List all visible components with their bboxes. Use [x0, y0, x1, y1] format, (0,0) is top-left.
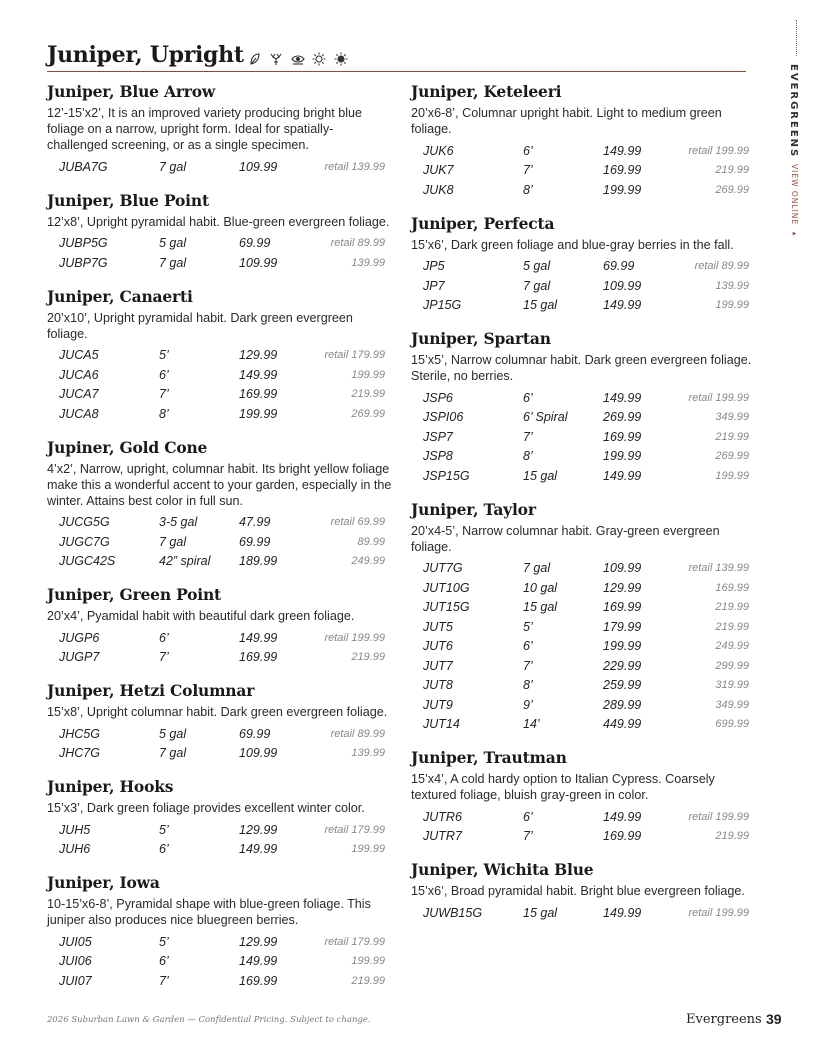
price-row [59, 404, 392, 424]
product-description: 20’x4-5’, Narrow columnar habit. Gray-green evergreen foliage. [411, 523, 720, 554]
price-row-size: 7’ [159, 973, 169, 988]
price-row-price: 269.99 [603, 410, 642, 425]
right-column [411, 82, 761, 937]
price-row-size: 6’ [523, 390, 533, 405]
price-row-size: 5 gal [159, 726, 187, 741]
side-tab-dots [796, 20, 797, 56]
price-row-retail: 249.99 [351, 555, 385, 568]
price-row [423, 676, 761, 696]
price-row-size: 9’ [523, 697, 533, 712]
price-row-retail: retail 199.99 [688, 906, 749, 919]
price-row-retail: 219.99 [715, 601, 749, 614]
price-row [423, 180, 761, 200]
price-row-price: 199.99 [239, 406, 278, 421]
price-row-retail: retail 199.99 [688, 144, 749, 157]
price-row-retail: retail 199.99 [324, 631, 385, 644]
product-description: 4’x2’, Narrow, upright, columnar habit. Its bright yellow foliage make this a wonderful accent to your garden, especially in the winter. Attains best color in full sun. [47, 461, 392, 508]
leaf-icon [248, 52, 262, 66]
price-row-sku: JUH6 [59, 842, 91, 857]
price-row-size: 6’ [523, 809, 533, 824]
price-row [423, 598, 761, 618]
price-row [423, 388, 761, 408]
footer-disclaimer: 2026 Suburban Lawn & Garden — Confidential Pricing. Subject to change. [47, 1015, 371, 1025]
product-name: Juniper, Hetzi Columnar [47, 681, 255, 700]
price-row-price: 109.99 [239, 159, 278, 174]
price-row-retail: 249.99 [715, 640, 749, 653]
price-row-retail: 199.99 [351, 955, 385, 968]
price-row [423, 827, 761, 847]
price-row-sku: JSP7 [423, 429, 453, 444]
price-row-sku: JP15G [423, 298, 462, 313]
title-divider [47, 71, 746, 72]
price-row [423, 447, 761, 467]
product-description: 15’x6’, Dark green foliage and blue-gray berries in the fall. [411, 237, 734, 252]
price-row-price: 169.99 [603, 829, 642, 844]
price-row-retail: 169.99 [715, 581, 749, 594]
price-table [411, 141, 761, 200]
price-row [423, 408, 761, 428]
price-row-sku: JUTR6 [423, 809, 462, 824]
product-name: Juniper, Canaerti [47, 286, 193, 306]
price-row-price: 169.99 [603, 600, 642, 615]
price-row-price: 109.99 [603, 278, 642, 293]
product-name: Juniper, Keteleeri [411, 82, 562, 101]
price-row-size: 7’ [159, 650, 169, 665]
part-shade-icon [334, 52, 348, 66]
price-row-price: 129.99 [603, 580, 642, 595]
price-row-retail: retail 89.99 [330, 727, 385, 740]
price-row-price: 149.99 [603, 298, 642, 313]
price-row-retail: 349.99 [715, 698, 749, 711]
price-row [423, 257, 761, 277]
plant-attribute-icons [248, 50, 351, 68]
product-block [411, 329, 761, 486]
product-name: Juniper, Perfecta [411, 213, 555, 233]
price-row-price: 259.99 [603, 678, 642, 693]
price-row-retail: 269.99 [351, 407, 385, 420]
price-row-sku: JHC5G [59, 726, 100, 741]
price-row-price: 169.99 [239, 387, 278, 402]
price-row-sku: JUT10G [423, 580, 470, 595]
product-block [47, 287, 392, 424]
price-row-size: 10 gal [523, 580, 558, 595]
price-row-sku: JUT15G [423, 600, 470, 615]
price-row-sku: JUT7 [423, 658, 453, 673]
product-block [47, 585, 392, 667]
price-row-price: 229.99 [603, 658, 642, 673]
product-name: Juniper, Blue Arrow [47, 82, 216, 101]
price-row-price: 149.99 [239, 954, 278, 969]
price-table [47, 724, 392, 763]
price-table [411, 559, 761, 735]
price-row-price: 149.99 [239, 367, 278, 382]
price-row-size: 5’ [523, 619, 533, 634]
price-row-sku: JUCA6 [59, 367, 99, 382]
price-row-sku: JUBP5G [59, 236, 108, 251]
product-block [47, 82, 392, 177]
price-row-size: 7 gal [523, 561, 551, 576]
product-block [411, 82, 761, 200]
product-block [411, 214, 761, 316]
price-row-sku: JUBP7G [59, 255, 108, 270]
price-row-retail: 349.99 [715, 411, 749, 424]
price-table [47, 346, 392, 424]
price-row-retail: retail 179.99 [324, 935, 385, 948]
footer-section-name: Evergreens [686, 1012, 762, 1027]
page-title: Juniper, Upright [47, 42, 244, 68]
price-row-size: 3-5 gal [159, 515, 198, 530]
price-row-sku: JUGP6 [59, 630, 100, 645]
price-row-retail: 299.99 [715, 659, 749, 672]
product-description: 15’x3’, Dark green foliage provides excellent winter color. [47, 801, 365, 815]
product-block [47, 777, 392, 859]
price-row-price: 169.99 [603, 429, 642, 444]
price-row-price: 149.99 [603, 390, 642, 405]
price-row-price: 149.99 [603, 468, 642, 483]
price-row-sku: JSP8 [423, 449, 453, 464]
product-name: Juniper, Hooks [47, 777, 174, 796]
price-row-size: 7 gal [159, 746, 187, 761]
product-name: Jupiner, Gold Cone [47, 437, 208, 457]
price-row-price: 189.99 [239, 554, 278, 569]
price-row-retail: retail 69.99 [330, 516, 385, 529]
price-row-size: 7 gal [159, 255, 187, 270]
price-row-size: 8’ [523, 449, 533, 464]
price-row-retail: 219.99 [351, 651, 385, 664]
price-row-price: 169.99 [239, 973, 278, 988]
price-row-size: 14’ [523, 717, 540, 732]
price-row-size: 8’ [523, 182, 533, 197]
price-row-sku: JUWB15G [423, 905, 483, 920]
price-row [423, 656, 761, 676]
price-row-size: 5 gal [523, 259, 551, 274]
price-row-price: 69.99 [603, 259, 635, 274]
product-description: 15’x8’, Upright columnar habit. Dark green evergreen foliage. [47, 705, 388, 719]
price-row-retail: 199.99 [351, 368, 385, 381]
price-row [423, 715, 761, 735]
price-row [59, 385, 392, 405]
price-row [423, 695, 761, 715]
price-row-retail: retail 89.99 [330, 237, 385, 250]
price-row [423, 276, 761, 296]
price-row-price: 129.99 [239, 348, 278, 363]
view-online-link[interactable]: VIEW ONLINE ▸ [790, 164, 799, 239]
price-row-price: 109.99 [239, 255, 278, 270]
price-row-size: 15 gal [523, 905, 558, 920]
price-row [423, 141, 761, 161]
product-name: Juniper, Trautman [411, 748, 567, 767]
price-row-sku: JUI05 [59, 934, 92, 949]
price-row-price: 69.99 [239, 236, 271, 251]
product-description: 12’-15’x2’, It is an improved variety producing bright blue foliage on a narrow, upright form. Ideal for spatially-challenged screening, or as a single specimen. [47, 106, 363, 152]
price-row [59, 648, 392, 668]
price-table [411, 903, 761, 923]
price-row-price: 149.99 [603, 905, 642, 920]
price-row-price: 149.99 [603, 143, 642, 158]
product-block [47, 681, 392, 763]
price-row-sku: JSP15G [423, 468, 470, 483]
price-row-price: 47.99 [239, 515, 271, 530]
side-tab-section-label: EVERGREENS [788, 64, 799, 159]
price-row [59, 253, 392, 273]
price-row-size: 7’ [523, 658, 533, 673]
price-row [59, 952, 392, 972]
price-row-price: 69.99 [239, 726, 271, 741]
price-row [59, 628, 392, 648]
price-row-price: 199.99 [603, 182, 642, 197]
price-row-retail: 219.99 [715, 430, 749, 443]
price-row-sku: JUT9 [423, 697, 453, 712]
price-row [59, 234, 392, 254]
price-row-sku: JUCG5G [59, 515, 110, 530]
price-row [59, 513, 392, 533]
product-description: 15’x5’, Narrow columnar habit. Dark green evergreen foliage. Sterile, no berries. [411, 353, 752, 383]
price-row-size: 15 gal [523, 600, 558, 615]
deer-icon [269, 52, 283, 66]
price-row [59, 724, 392, 744]
price-row-sku: JUT8 [423, 678, 453, 693]
price-row [423, 466, 761, 486]
price-row-retail: 199.99 [715, 469, 749, 482]
price-row-price: 109.99 [239, 746, 278, 761]
hand-eye-icon [291, 52, 305, 66]
product-description: 20’x10’, Upright pyramidal habit. Dark green evergreen foliage. [47, 310, 353, 341]
product-description: 12’x8’, Upright pyramidal habit. Blue-green evergreen foliage. [47, 214, 390, 229]
price-row-price: 149.99 [239, 842, 278, 857]
price-row-sku: JHC7G [59, 746, 100, 761]
price-table [47, 157, 392, 177]
price-row-size: 6’ [159, 954, 169, 969]
product-block [47, 873, 392, 991]
left-column [47, 82, 392, 1005]
price-row-size: 7 gal [159, 534, 187, 549]
product-description: 15’x6’, Broad pyramidal habit. Bright blue evergreen foliage. [411, 884, 745, 898]
price-row-retail: 89.99 [357, 535, 385, 548]
product-block [47, 191, 392, 273]
price-row-price: 179.99 [603, 619, 642, 634]
price-row-size: 6’ [159, 367, 169, 382]
price-row-sku: JUI06 [59, 954, 92, 969]
price-row-retail: 269.99 [715, 183, 749, 196]
price-row-sku: JUT7G [423, 561, 463, 576]
product-name: Juniper, Wichita Blue [411, 860, 594, 879]
price-row [59, 346, 392, 366]
price-row-retail: retail 139.99 [324, 160, 385, 173]
price-row [59, 840, 392, 860]
price-row-sku: JUK6 [423, 143, 454, 158]
price-table [411, 388, 761, 486]
price-row-size: 8’ [523, 678, 533, 693]
product-block [411, 748, 761, 846]
price-row-retail: retail 179.99 [324, 349, 385, 362]
price-row [423, 427, 761, 447]
price-row [59, 932, 392, 952]
price-table [47, 628, 392, 667]
price-table [47, 513, 392, 572]
product-block [411, 500, 761, 735]
price-row-sku: JUI07 [59, 973, 92, 988]
product-block [47, 438, 392, 572]
price-row-price: 69.99 [239, 534, 271, 549]
price-row-size: 5’ [159, 822, 169, 837]
price-row [59, 365, 392, 385]
price-row-price: 129.99 [239, 934, 278, 949]
price-row-retail: retail 199.99 [688, 391, 749, 404]
price-row-sku: JP7 [423, 278, 445, 293]
page-number: 39 [766, 1011, 782, 1027]
price-row [423, 637, 761, 657]
price-row [59, 552, 392, 572]
product-block [411, 860, 761, 923]
price-row-size: 5’ [159, 348, 169, 363]
price-row-retail: 199.99 [351, 843, 385, 856]
price-row-retail: retail 139.99 [688, 562, 749, 575]
price-row-sku: JUCA5 [59, 348, 99, 363]
price-row-size: 7’ [159, 387, 169, 402]
price-row-price: 169.99 [603, 163, 642, 178]
price-row-price: 289.99 [603, 697, 642, 712]
price-row-sku: JUGC42S [59, 554, 116, 569]
price-row-sku: JUK7 [423, 163, 454, 178]
price-row-sku: JSP6 [423, 390, 453, 405]
price-row-sku: JUT5 [423, 619, 453, 634]
price-row-price: 129.99 [239, 822, 278, 837]
price-row [59, 744, 392, 764]
price-table [411, 807, 761, 846]
price-table [411, 257, 761, 316]
price-row [423, 161, 761, 181]
price-row-retail: 219.99 [715, 164, 749, 177]
price-row-size: 5’ [159, 934, 169, 949]
price-table [47, 234, 392, 273]
price-row-size: 8’ [159, 406, 169, 421]
price-row-retail: 139.99 [351, 256, 385, 269]
product-name: Juniper, Blue Point [47, 190, 209, 210]
price-row-retail: 269.99 [715, 450, 749, 463]
price-row [59, 820, 392, 840]
price-row-price: 149.99 [239, 630, 278, 645]
price-row-sku: JUCA8 [59, 406, 99, 421]
product-name: Juniper, Green Point [47, 585, 221, 604]
price-row-sku: JUCA7 [59, 387, 99, 402]
product-name: Juniper, Spartan [411, 329, 551, 348]
product-name: Juniper, Taylor [411, 499, 536, 519]
price-row-retail: retail 89.99 [694, 260, 749, 273]
price-row-retail: 219.99 [715, 620, 749, 633]
price-row-price: 149.99 [603, 809, 642, 824]
price-row-sku: JP5 [423, 259, 445, 274]
price-table [47, 932, 392, 991]
price-row-retail: 219.99 [715, 830, 749, 843]
section-side-tab [786, 20, 808, 239]
price-table [47, 820, 392, 859]
price-row-size: 15 gal [523, 298, 558, 313]
price-row-size: 6’ [159, 842, 169, 857]
price-row-sku: JUBA7G [59, 159, 108, 174]
price-row-sku: JSPI06 [423, 410, 464, 425]
price-row-price: 199.99 [603, 639, 642, 654]
price-row [59, 971, 392, 991]
price-row-sku: JUT14 [423, 717, 460, 732]
price-row [423, 903, 761, 923]
price-row-size: 7’ [523, 829, 533, 844]
price-row-retail: 139.99 [715, 279, 749, 292]
price-row-size: 7’ [523, 163, 533, 178]
price-row-price: 449.99 [603, 717, 642, 732]
price-row-size: 6’ [523, 143, 533, 158]
price-row-retail: 219.99 [351, 974, 385, 987]
product-description: 15’x4’, A cold hardy option to Italian Cypress. Coarsely textured foliage, bluish gray-green in color. [411, 772, 715, 802]
price-row-retail: 199.99 [715, 299, 749, 312]
price-row-sku: JUGP7 [59, 650, 100, 665]
price-row-price: 199.99 [603, 449, 642, 464]
price-row-size: 7 gal [159, 159, 187, 174]
price-row-sku: JUGC7G [59, 534, 110, 549]
product-description: 10-15’x6-8’, Pyramidal shape with blue-green foliage. This juniper also produces nice bluegreen berries. [47, 897, 371, 927]
product-name: Juniper, Iowa [47, 873, 160, 892]
price-row-size: 6’ Spiral [523, 410, 568, 425]
sun-icon [312, 52, 326, 66]
price-row [423, 559, 761, 579]
price-row-size: 42” spiral [159, 554, 211, 569]
price-row-price: 109.99 [603, 561, 642, 576]
product-description: 20’x4’, Pyamidal habit with beautiful dark green foliage. [47, 609, 355, 623]
price-row-retail: 699.99 [715, 718, 749, 731]
price-row-retail: 139.99 [351, 747, 385, 760]
price-row-size: 6’ [159, 630, 169, 645]
price-row-size: 6’ [523, 639, 533, 654]
price-row-retail: 219.99 [351, 388, 385, 401]
price-row-sku: JUTR7 [423, 829, 462, 844]
price-row [423, 807, 761, 827]
price-row [423, 617, 761, 637]
price-row-retail: retail 179.99 [324, 823, 385, 836]
price-row-price: 169.99 [239, 650, 278, 665]
price-row-retail: retail 199.99 [688, 810, 749, 823]
price-row-size: 7’ [523, 429, 533, 444]
price-row [59, 157, 392, 177]
price-row-retail: 319.99 [715, 679, 749, 692]
price-row-size: 15 gal [523, 468, 558, 483]
price-row-size: 7 gal [523, 278, 551, 293]
price-row-size: 5 gal [159, 236, 187, 251]
price-row-sku: JUH5 [59, 822, 91, 837]
price-row [423, 296, 761, 316]
price-row [59, 532, 392, 552]
price-row-sku: JUT6 [423, 639, 453, 654]
price-row [423, 578, 761, 598]
price-row-sku: JUK8 [423, 182, 454, 197]
product-description: 20’x6-8’, Columnar upright habit. Light to medium green foliage. [411, 106, 722, 136]
